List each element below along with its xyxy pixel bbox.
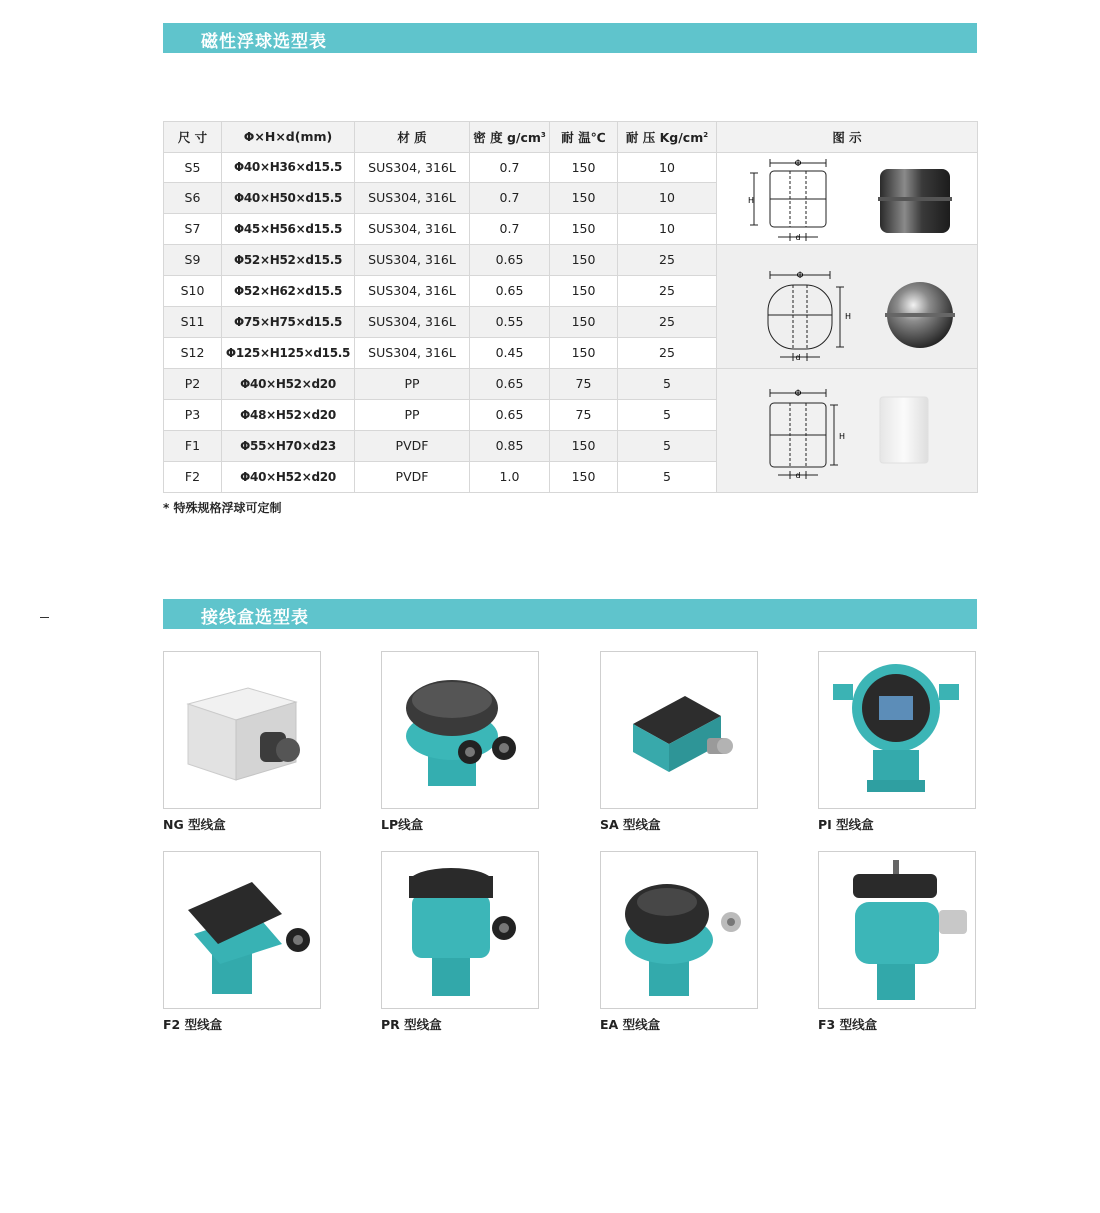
cell-material: SUS304, 316L — [355, 275, 470, 306]
lp-box-image — [382, 652, 538, 808]
cell-density: 1.0 — [470, 461, 550, 492]
diagram-label-h: H — [844, 311, 851, 321]
cell-material: SUS304, 316L — [355, 213, 470, 244]
custom-float-note: * 特殊规格浮球可定制 — [163, 501, 282, 515]
cell-temp: 150 — [550, 152, 618, 183]
cell-size: S11 — [164, 306, 222, 337]
cell-pressure: 5 — [618, 461, 717, 492]
cell-dims: Φ48×H52×d20 — [222, 399, 355, 430]
col-header-temp: 耐 温℃ — [550, 122, 618, 153]
cell-temp: 150 — [550, 306, 618, 337]
section-header-floats — [163, 23, 977, 53]
cell-pressure: 5 — [618, 368, 717, 399]
junction-box-card-ea[interactable] — [600, 851, 758, 1009]
page-margin-mark — [40, 617, 49, 618]
cell-material: SUS304, 316L — [355, 183, 470, 214]
cylinder-dimension-drawing — [750, 159, 826, 241]
junction-box-card-pi[interactable] — [818, 651, 976, 809]
cell-density: 0.65 — [470, 275, 550, 306]
cell-dims: Φ40×H52×d20 — [222, 368, 355, 399]
cell-pressure: 5 — [618, 430, 717, 461]
cell-dims: Φ52×H52×d15.5 — [222, 244, 355, 275]
figure-cell — [717, 368, 978, 492]
pr-box-image — [382, 852, 538, 1008]
diagram-label-d: d — [794, 352, 801, 362]
col-header-size: 尺 寸 — [164, 122, 222, 153]
cell-material: PP — [355, 399, 470, 430]
plastic-float-figure — [718, 369, 977, 489]
diagram-label-h: H — [747, 195, 754, 205]
junction-box-card-ng[interactable] — [163, 651, 321, 809]
cell-size: S9 — [164, 244, 222, 275]
cell-material: SUS304, 316L — [355, 244, 470, 275]
junction-box-card-f3[interactable] — [818, 851, 976, 1009]
cell-density: 0.65 — [470, 244, 550, 275]
diagram-label-d: d — [794, 470, 801, 480]
cell-material: SUS304, 316L — [355, 337, 470, 368]
cell-pressure: 10 — [618, 213, 717, 244]
cell-pressure: 25 — [618, 337, 717, 368]
box-caption: SA 型线盒 — [600, 817, 661, 832]
cell-material: SUS304, 316L — [355, 306, 470, 337]
junction-box-card-sa[interactable] — [600, 651, 758, 809]
cell-density: 0.7 — [470, 183, 550, 214]
cell-density: 0.45 — [470, 337, 550, 368]
cell-size: F1 — [164, 430, 222, 461]
diagram-label-phi: Φ — [795, 270, 804, 281]
section-header-junction-boxes — [163, 599, 977, 629]
box-caption: F2 型线盒 — [163, 1017, 223, 1032]
cell-density: 0.7 — [470, 213, 550, 244]
box-caption: EA 型线盒 — [600, 1017, 661, 1032]
cell-dims: Φ52×H62×d15.5 — [222, 275, 355, 306]
sa-box-image — [601, 652, 757, 808]
figure-cell — [717, 244, 978, 368]
cell-temp: 150 — [550, 461, 618, 492]
box-caption: PI 型线盒 — [818, 817, 874, 832]
diagram-label-phi: Φ — [793, 388, 802, 399]
cell-size: S10 — [164, 275, 222, 306]
cell-density: 0.7 — [470, 152, 550, 183]
junction-box-card-pr[interactable] — [381, 851, 539, 1009]
cell-material: SUS304, 316L — [355, 152, 470, 183]
cell-size: S12 — [164, 337, 222, 368]
cell-pressure: 25 — [618, 275, 717, 306]
cell-pressure: 10 — [618, 183, 717, 214]
col-header-pressure: 耐 压 $Kg/cm^2$ — [618, 122, 717, 153]
cylinder-float-photo — [878, 169, 952, 233]
cell-temp: 75 — [550, 368, 618, 399]
cell-size: S7 — [164, 213, 222, 244]
f2-box-image — [164, 852, 320, 1008]
table-row — [164, 244, 978, 275]
box-caption: LP线盒 — [381, 817, 424, 832]
cell-size: P3 — [164, 399, 222, 430]
cell-dims: Φ40×H52×d20 — [222, 461, 355, 492]
sphere-dimension-drawing — [768, 271, 844, 361]
cell-density: 0.55 — [470, 306, 550, 337]
table-row — [164, 368, 978, 399]
junction-box-card-lp[interactable] — [381, 651, 539, 809]
box-caption: F3 型线盒 — [818, 1017, 878, 1032]
cell-temp: 150 — [550, 244, 618, 275]
cell-density: 0.65 — [470, 368, 550, 399]
box-caption: NG 型线盒 — [163, 817, 226, 832]
cell-pressure: 25 — [618, 244, 717, 275]
cell-temp: 150 — [550, 337, 618, 368]
cell-dims: Φ55×H70×d23 — [222, 430, 355, 461]
table-row — [164, 152, 978, 183]
cell-dims: Φ125×H125×d15.5 — [222, 337, 355, 368]
cell-dims: Φ45×H56×d15.5 — [222, 213, 355, 244]
cell-density: 0.85 — [470, 430, 550, 461]
section-title: 磁性浮球选型表 — [201, 32, 327, 52]
table-header-row — [164, 122, 978, 153]
cell-dims: Φ40×H50×d15.5 — [222, 183, 355, 214]
diagram-label-phi: Φ — [793, 158, 802, 169]
col-header-density: 密 度 $g/cm^3$ — [470, 122, 550, 153]
figure-cell — [717, 152, 978, 244]
cell-dims: Φ75×H75×d15.5 — [222, 306, 355, 337]
cell-temp: 150 — [550, 430, 618, 461]
section-title: 接线盒选型表 — [201, 608, 309, 628]
cell-temp: 150 — [550, 213, 618, 244]
junction-box-card-f2[interactable] — [163, 851, 321, 1009]
cell-temp: 75 — [550, 399, 618, 430]
cell-material: PVDF — [355, 430, 470, 461]
pi-box-image — [819, 652, 975, 808]
diagram-label-d: d — [794, 232, 801, 241]
cell-pressure: 25 — [618, 306, 717, 337]
float-spec-table — [163, 121, 978, 493]
cell-pressure: 5 — [618, 399, 717, 430]
col-header-dims: Φ×H×d(mm) — [222, 122, 355, 153]
cell-material: PVDF — [355, 461, 470, 492]
cell-size: S6 — [164, 183, 222, 214]
ea-box-image — [601, 852, 757, 1008]
cell-size: P2 — [164, 368, 222, 399]
plastic-dimension-drawing — [770, 389, 838, 479]
cell-size: S5 — [164, 152, 222, 183]
col-header-material: 材 质 — [355, 122, 470, 153]
diagram-label-h: H — [838, 431, 845, 441]
box-caption: PR 型线盒 — [381, 1017, 442, 1032]
cell-density: 0.65 — [470, 399, 550, 430]
cell-size: F2 — [164, 461, 222, 492]
cell-temp: 150 — [550, 275, 618, 306]
plastic-float-photo — [880, 397, 928, 463]
cell-material: PP — [355, 368, 470, 399]
cylinder-float-figure — [718, 153, 977, 241]
col-header-figure: 图 示 — [717, 122, 978, 153]
sphere-float-photo — [885, 282, 955, 348]
f3-box-image — [819, 852, 975, 1008]
cell-pressure: 10 — [618, 152, 717, 183]
cell-temp: 150 — [550, 183, 618, 214]
ng-box-image — [164, 652, 320, 808]
sphere-float-figure — [718, 245, 977, 365]
cell-dims: Φ40×H36×d15.5 — [222, 152, 355, 183]
